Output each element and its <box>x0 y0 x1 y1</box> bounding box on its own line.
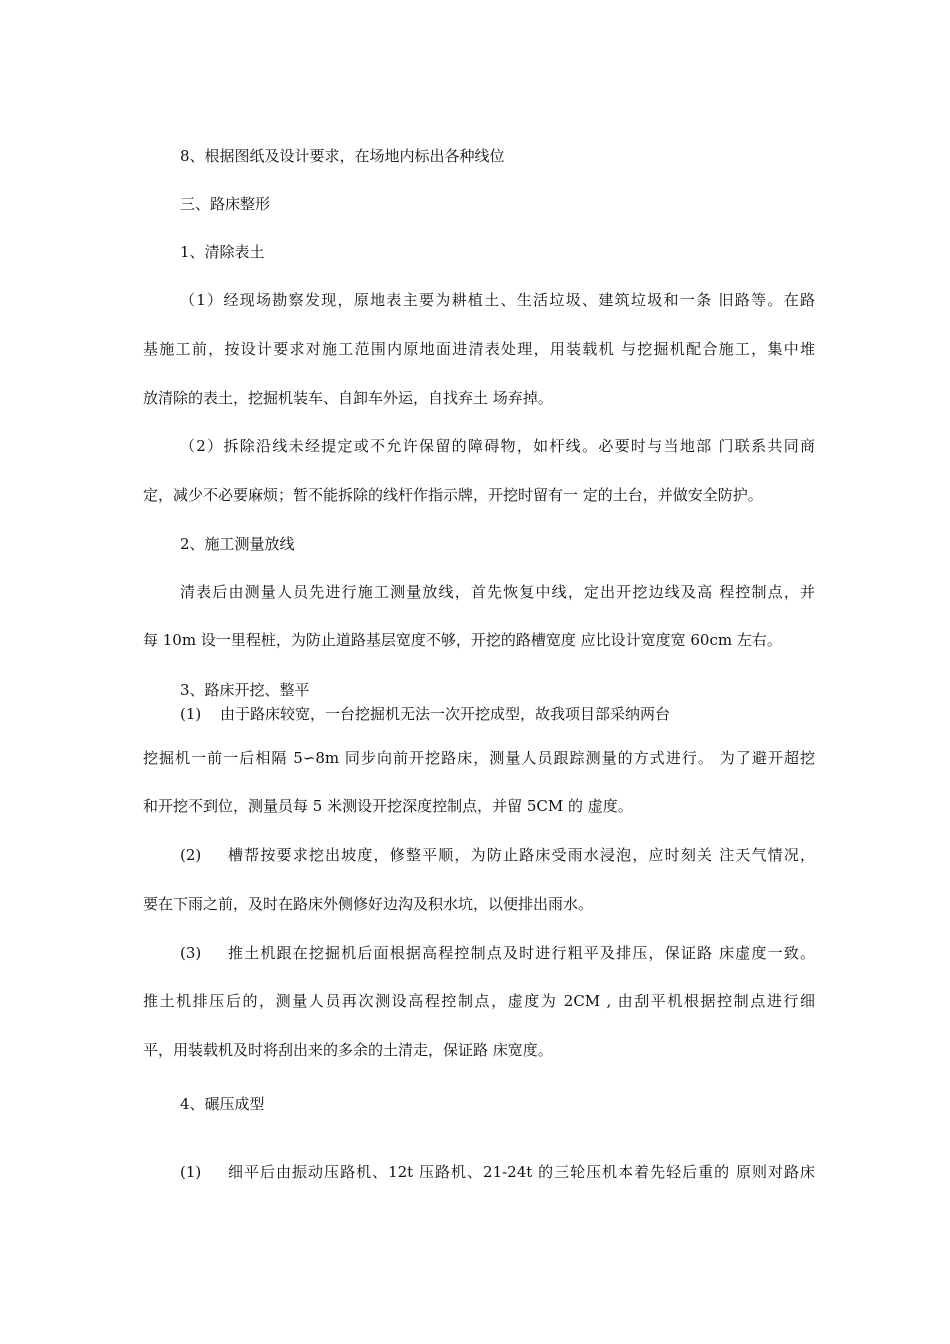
list-number: (2) <box>180 846 202 864</box>
paragraph-line: 槽帮按要求挖出坡度，修整平顺，为防止路床受雨水浸泡，应时刻关 注天气情况， <box>228 846 815 864</box>
paragraph-line: 每 10m 设一里程桩，为防止道路基层宽度不够，开挖的路槽宽度 应比设计宽度宽 60cm 左右。 <box>143 631 782 649</box>
paragraph-line: 推土机跟在挖掘机后面根据高程控制点及时进行粗平及排压，保证路 床虚度一致。 <box>228 944 815 962</box>
paragraph-line: 要在下雨之前，及时在路床外侧修好边沟及积水坑，以便排出雨水。 <box>143 895 594 913</box>
paragraph-line: （1）经现场勘察发现，原地表主要为耕植土、生活垃圾、建筑垃圾和一条 旧路等。在路 <box>180 291 815 309</box>
paragraph-line: 平，用装载机及时将刮出来的多余的土清走，保证路 床宽度。 <box>143 1041 553 1059</box>
section-heading: 三、路床整形 <box>180 195 271 213</box>
paragraph-line: 由于路床较宽，一台挖掘机无法一次开挖成型，故我项目部采纳两台 <box>220 705 671 723</box>
subsection-heading: 4、碾压成型 <box>180 1095 265 1113</box>
subsection-heading: 2、施工测量放线 <box>180 535 295 553</box>
paragraph-line: 挖掘机一前一后相隔 5∽8m 同步向前开挖路床，测量人员跟踪测量的方式进行。 为了避开超挖 <box>143 749 815 767</box>
subsection-heading: 1、清除表土 <box>180 243 265 261</box>
list-number: (1) <box>180 1163 202 1181</box>
paragraph-line: 清表后由测量人员先进行施工测量放线，首先恢复中线，定出开挖边线及高 程控制点，并 <box>180 583 815 601</box>
paragraph-line: 基施工前，按设计要求对施工范围内原地面进清表处理，用装载机 与挖掘机配合施工，集中堆 <box>143 340 815 358</box>
list-number: (3) <box>180 944 202 962</box>
paragraph-line: 放清除的表土，挖掘机装车、自卸车外运，自找弃土 场弃掉。 <box>143 389 553 407</box>
paragraph-line: 8、根据图纸及设计要求，在场地内标出各种线位 <box>180 147 505 165</box>
paragraph-line: 细平后由振动压路机、12t 压路机、21-24t 的三轮压机本着先轻后重的 原则对路床 <box>228 1163 815 1181</box>
list-number: (1) <box>180 705 202 723</box>
paragraph-line: 推土机排压后的，测量人员再次测设高程控制点，虚度为 2CM , 由刮平机根据控制点进行细 <box>143 992 815 1010</box>
paragraph-line: 和开挖不到位，测量员每 5 米测设开挖深度控制点，并留 5CM 的 虚度。 <box>143 797 633 815</box>
paragraph-line: 定，减少不必要麻烦；暂不能拆除的线杆作指示牌，开挖时留有一 定的土台，并做安全防护。 <box>143 486 763 504</box>
subsection-heading: 3、路床开挖、整平 <box>180 681 310 699</box>
paragraph-line: （2）拆除沿线未经提定或不允许保留的障碍物，如杆线。必要时与当地部 门联系共同商 <box>180 437 815 455</box>
